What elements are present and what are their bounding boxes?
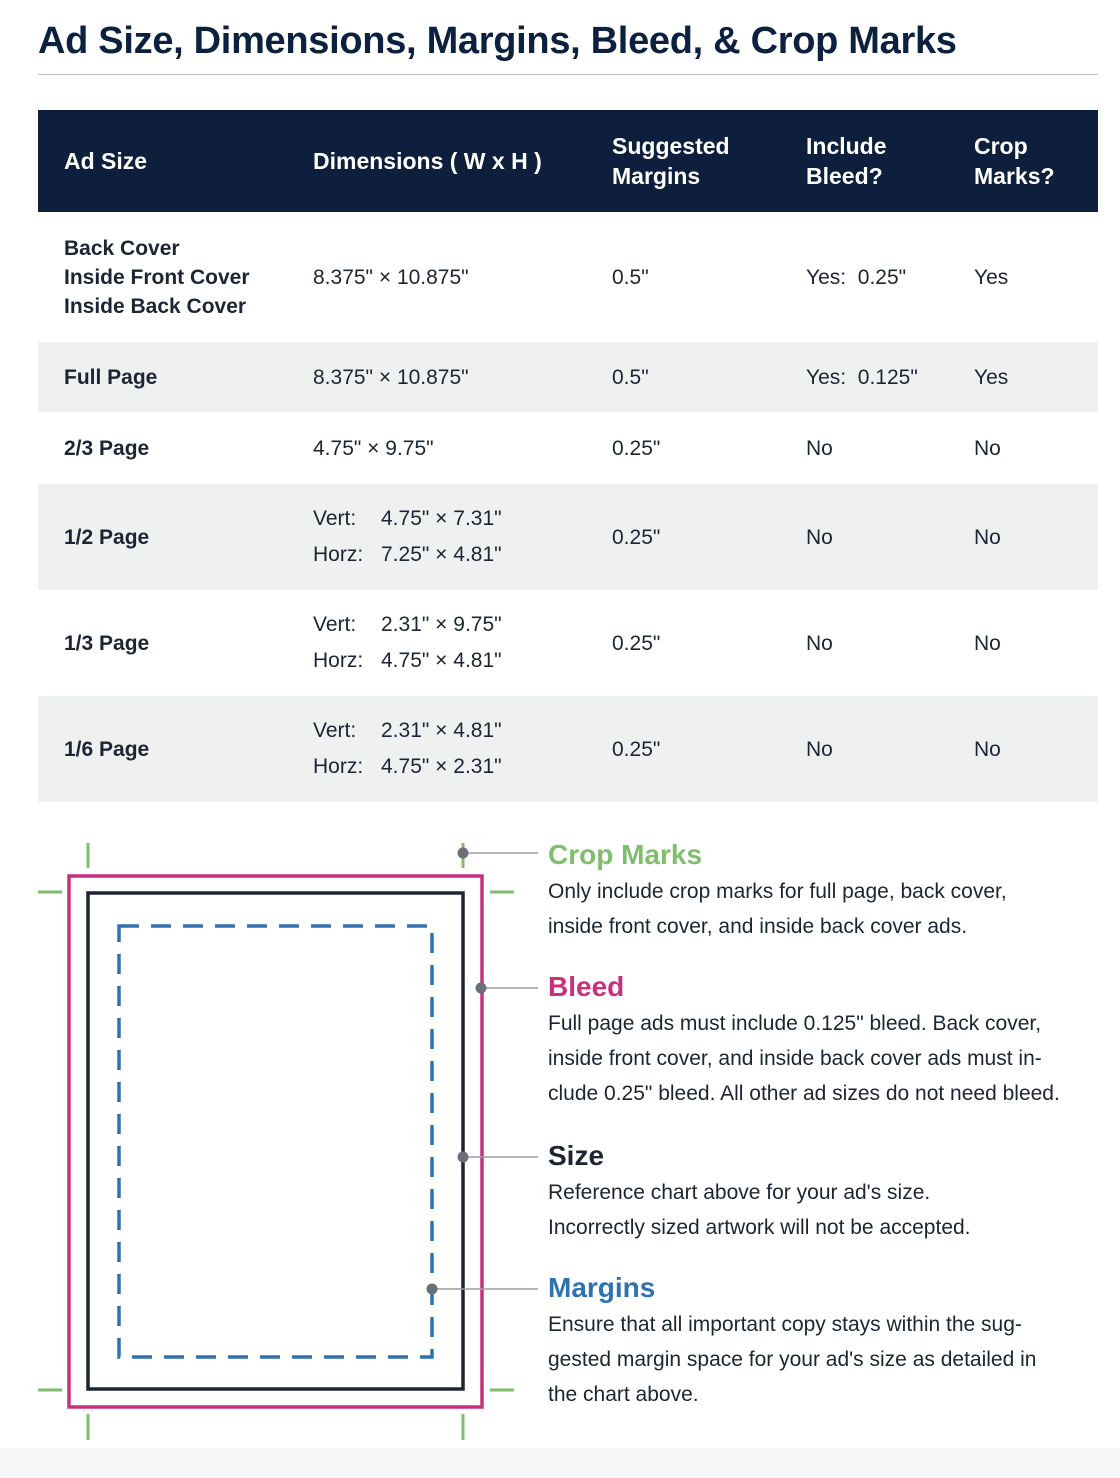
bleed-note — [548, 970, 1108, 1111]
bleed-heading: Bleed — [548, 971, 625, 1002]
margins-text: Ensure that all important copy stays within the sug- gested margin space for your ad's size as detailed in the chart above. — [548, 1313, 1037, 1406]
crop-marks-icon — [38, 843, 514, 1440]
bleed-pointer-icon — [476, 983, 487, 994]
dimensions-cell: Vert: 2.31" × 9.75" Horz: 4.75" × 4.81" — [313, 613, 502, 672]
margins-note — [548, 1271, 1108, 1412]
size-pointer-icon — [458, 1152, 469, 1163]
title-divider — [38, 74, 1098, 75]
table-row — [38, 212, 1098, 342]
crop-marks-text: Only include crop marks for full page, back cover, inside front cover, and inside back cover ads. — [548, 880, 1007, 938]
crop-marks-pointer-icon — [458, 848, 469, 859]
margins-cell: 0.25" — [612, 631, 661, 655]
margins-cell: 0.5" — [612, 265, 649, 289]
bleed-box — [69, 876, 482, 1407]
dimensions-cell: Vert: 2.31" × 4.81" Horz: 4.75" × 2.31" — [313, 719, 502, 778]
margins-cell: 0.25" — [612, 525, 661, 549]
page-title: Ad Size, Dimensions, Margins, Bleed, & Crop Marks — [38, 20, 957, 62]
size-heading: Size — [548, 1140, 605, 1171]
bleed-cell: No — [806, 631, 833, 655]
size-box — [88, 893, 463, 1389]
crop-cell: No — [974, 631, 1001, 655]
table-row — [38, 412, 1098, 484]
table-row — [38, 696, 1098, 802]
header-crop-marks: Crop Marks? — [974, 133, 1055, 189]
margins-heading: Margins — [548, 1272, 656, 1303]
ad-size-cell: Full Page — [64, 365, 158, 389]
header-dimensions: Dimensions ( W x H ) — [313, 148, 542, 174]
crop-cell: Yes — [974, 265, 1009, 289]
crop-cell: No — [974, 737, 1001, 761]
table-row — [38, 590, 1098, 696]
bleed-cell: Yes: 0.125" — [806, 365, 918, 389]
margins-cell: 0.5" — [612, 365, 649, 389]
bleed-cell: No — [806, 737, 833, 761]
ad-size-cell: 1/3 Page — [64, 631, 150, 655]
dimensions-cell: Vert: 4.75" × 7.31" Horz: 7.25" × 4.81" — [313, 507, 502, 566]
dimensions-cell: 8.375" × 10.875" — [313, 265, 469, 289]
size-text: Reference chart above for your ad's size. Incorrectly sized artwork will not be accepted. — [548, 1181, 971, 1239]
dimensions-cell: 4.75" × 9.75" — [313, 436, 434, 460]
bleed-text: Full page ads must include 0.125" bleed. Back cover, inside front cover, and inside back cover ads must in- clude 0.25" bleed. All other ad sizes do not need bleed. — [548, 1012, 1060, 1105]
crop-marks-note — [548, 838, 1108, 944]
margins-pointer-icon — [427, 1284, 438, 1295]
ad-size-cell: 2/3 Page — [64, 436, 150, 460]
bleed-cell: No — [806, 525, 833, 549]
ad-layout-diagram — [0, 800, 560, 1450]
size-note — [548, 1139, 1108, 1245]
dimensions-cell: 8.375" × 10.875" — [313, 365, 469, 389]
bleed-cell: No — [806, 436, 833, 460]
table-row — [38, 484, 1098, 590]
footer-band — [0, 1448, 1120, 1478]
table-header-row — [38, 110, 1098, 212]
margin-box — [119, 926, 432, 1357]
margins-cell: 0.25" — [612, 436, 661, 460]
margins-cell: 0.25" — [612, 737, 661, 761]
ad-spec-table — [38, 110, 1098, 802]
crop-cell: No — [974, 525, 1001, 549]
crop-cell: No — [974, 436, 1001, 460]
ad-size-cell: Back Cover Inside Front Cover Inside Back Cover — [64, 236, 250, 318]
header-include-bleed: Include Bleed? — [806, 133, 887, 189]
bleed-cell: Yes: 0.25" — [806, 265, 907, 289]
ad-size-cell: 1/6 Page — [64, 737, 150, 761]
header-ad-size: Ad Size — [64, 148, 148, 174]
header-suggested-margins: Suggested Margins — [612, 133, 730, 189]
crop-marks-heading: Crop Marks — [548, 839, 703, 870]
table-row — [38, 342, 1098, 412]
ad-size-cell: 1/2 Page — [64, 525, 150, 549]
crop-cell: Yes — [974, 365, 1009, 389]
